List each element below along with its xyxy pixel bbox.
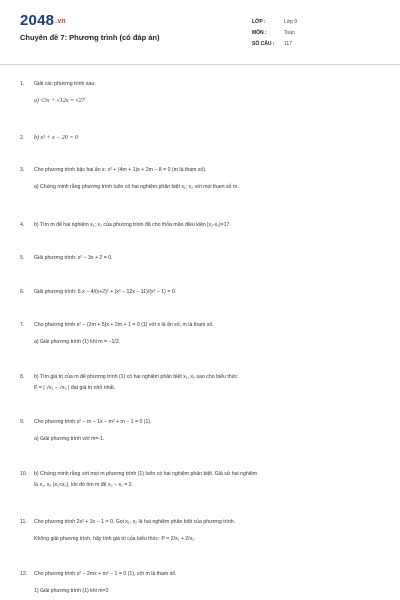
chapter-title: Chuyên đề 7: Phương trình (có đáp án) <box>20 33 160 42</box>
question-6: 6. Giải phương trình: 6.x − 4/(x+2)² + (x² − 12x − 11)/(x² − 1) = 0. <box>20 289 177 295</box>
question-5: 5. Giải phương trình: x² − 3x + 2 = 0. <box>20 255 113 261</box>
worksheet-header <box>0 0 400 62</box>
meta-subject: MÔN : Toán <box>252 30 295 36</box>
meta-question-count: SỐ CÂU : 117 <box>252 41 292 47</box>
question-9: 9. Cho phương trình x² − m − 1x − m² + m − 1 = 0 (1). a) Giải phương trình với m=-1. <box>20 419 152 442</box>
meta-grade: LỚP : Lớp 9 <box>252 19 298 25</box>
question-2: 2. b) x² + x − 20 = 0 <box>20 135 78 141</box>
question-12: 12. Cho phương trình x² − 2mx + m² − 1 = 0 (1), với m là tham số. 1) Giải phương trình (1) khi m=2 <box>20 571 177 594</box>
question-1: 1. Giải các phương trình sau: a) √3x + √12x = √27 <box>20 81 96 104</box>
question-10: 10. b) Chứng minh rằng với mọi m phương trình (1) luôn có hai nghiệm phân biệt. Giả sử hai nghiệm là x₁, x₂ (x₁<x₂), khi đó tìm m để x₂ − x₁ = 2. <box>20 471 258 488</box>
question-11: 11. Cho phương trình 2x² + 3x − 1 = 0. Gọi x₁, x₂ là hai nghiệm phân biệt của phương trình. Không giải phương trình, hãy tính giá trị của biểu thức: P = 2/x₁ + 2/x₂ <box>20 519 236 542</box>
question-3: 3. Cho phương trình bậc hai ẩn x: x² + (4m + 1)x + 2m − 8 = 0 (m là tham số). a) Chứng minh rằng phương trình luôn có hai nghiệm phân biệt x₁; x₂ với mọi tham số m. <box>20 167 239 190</box>
site-logo[interactable]: 2048.vn <box>20 12 66 29</box>
question-7: 7. Cho phương trình x² − (2m + 5)x + 2m + 1 = 0 (1) với x là ẩn số, m là tham số. a) Giải phương trình (1) khi m = −1/2. <box>20 322 214 345</box>
meta-info <box>252 17 382 50</box>
header-divider <box>0 64 400 65</box>
question-8: 8. b) Tìm giá trị của m để phương trình (1) có hai nghiệm phân biệt x₁, x₂ sao cho biểu thức P = | √x₁ − √x₂ | đạt giá trị nhỏ nhất. <box>20 374 238 391</box>
question-4: 4. b) Tìm m để hai nghiệm x₁; x₂ của phương trình đã cho thỏa mãn điều kiện |x₁-x₂|=17. <box>20 222 231 228</box>
